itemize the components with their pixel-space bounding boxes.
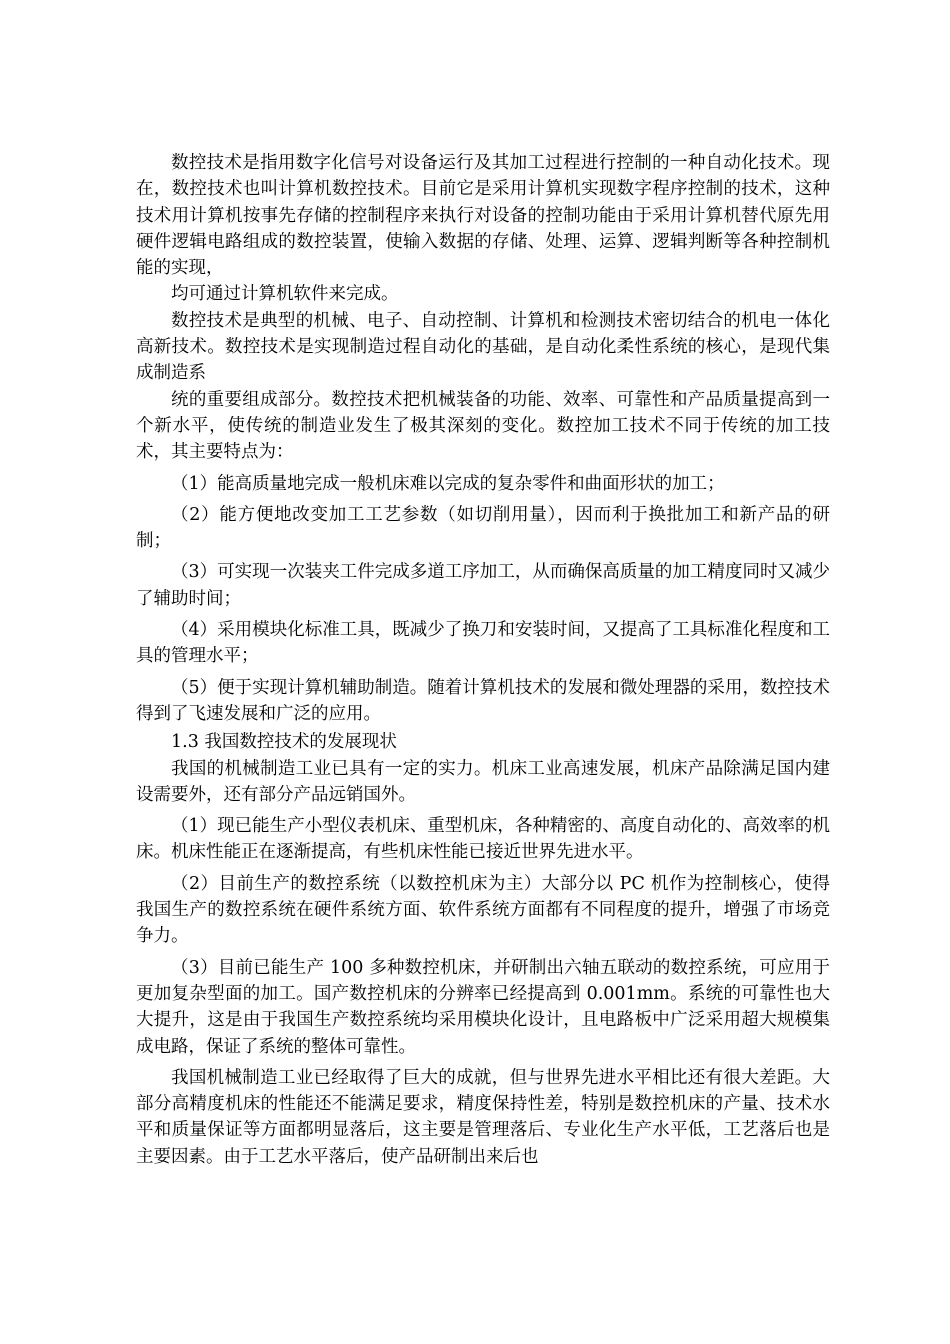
paragraph-features: 统的重要组成部分。数控技术把机械装备的功能、效率、可靠性和产品质量提高到一个新水平，使传统的制造业发生了极其深刻的变化。数控加工技术不同于传统的加工技术，其主要特点为： xyxy=(136,389,830,463)
list-item-status-2: （2）目前生产的数控系统（以数控机床为主）大部分以 PC 机作为控制核心，使得我国生产的数控系统在硬件系统方面、软件系统方面都有不同程度的提升，增强了市场竞争力。 xyxy=(136,873,830,947)
list-item-feature-2: （2）能方便地改变加工工艺参数（如切削用量），因而利于换批加工和新产品的研制； xyxy=(136,504,830,552)
list-item-feature-3: （3）可实现一次装夹工件完成多道工序加工，从而确保高质量的加工精度同时又减少了辅助时间； xyxy=(136,562,830,609)
list-item-status-3: （3）目前已能生产 100 多种数控机床，并研制出六轴五联动的数控系统，可应用于更加复杂型面的加工。国产数控机床的分辨率已经提高到 0.001mm。系统的可靠性也大大提升，这是由于我国生产数控系统均采用模块化设计，且电路板中广泛采用超大规模集成电路，保证了系统的整体可靠性。 xyxy=(136,957,830,1057)
list-item-status-1: （1）现已能生产小型仪表机床、重型机床，各种精密的、高度自动化的、高效率的机床。机床性能正在逐渐提高，有些机床性能已接近世界先进水平。 xyxy=(136,816,830,863)
paragraph-intro: 数控技术是指用数字化信号对设备运行及其加工过程进行控制的一种自动化技术。现在，数控技术也叫计算机数控技术。目前它是采用计算机实现数字程序控制的技术，这种技术用计算机按事先存储的控制程序来执行对设备的控制功能由于采用计算机替代原先用硬件逻辑电路组成的数控装置，使输入数据的存储、处理、运算、逻辑判断等各种控制机能的实现， xyxy=(136,153,830,279)
list-item-feature-1: （1）能高质量地完成一般机床难以完成的复杂零件和曲面形状的加工； xyxy=(171,473,725,494)
list-item-feature-4: （4）采用模块化标准工具，既减少了换刀和安装时间，又提高了工具标准化程度和工具的管理水平； xyxy=(136,620,830,667)
paragraph-gap-analysis: 我国机械制造工业已经取得了巨大的成就，但与世界先进水平相比还有很大差距。大部分高精度机床的性能还不能满足要求，精度保持性差，特别是数控机床的产量、技术水平和质量保证等方面都明显落后，这主要是管理落后、专业化生产水平低，工艺落后也是主要因素。由于工艺水平落后，使产品研制出来后也 xyxy=(136,1067,830,1167)
paragraph-industry: 我国的机械制造工业已具有一定的实力。机床工业高速发展，机床产品除满足国内建设需要外，还有部分产品远销国外。 xyxy=(136,758,830,805)
section-heading: 1.3 我国数控技术的发展现状 xyxy=(171,732,397,753)
list-item-feature-5: （5）便于实现计算机辅助制造。随着计算机技术的发展和微处理器的采用，数控技术得到了飞速发展和广泛的应用。 xyxy=(136,677,830,724)
document-page xyxy=(136,150,830,1170)
paragraph-software: 均可通过计算机软件来完成。 xyxy=(171,284,399,305)
paragraph-mechatronics: 数控技术是典型的机械、电子、自动控制、计算机和检测技术密切结合的机电一体化高新技术。数控技术是实现制造过程自动化的基础，是自动化柔性系统的核心，是现代集成制造系 xyxy=(136,310,830,384)
